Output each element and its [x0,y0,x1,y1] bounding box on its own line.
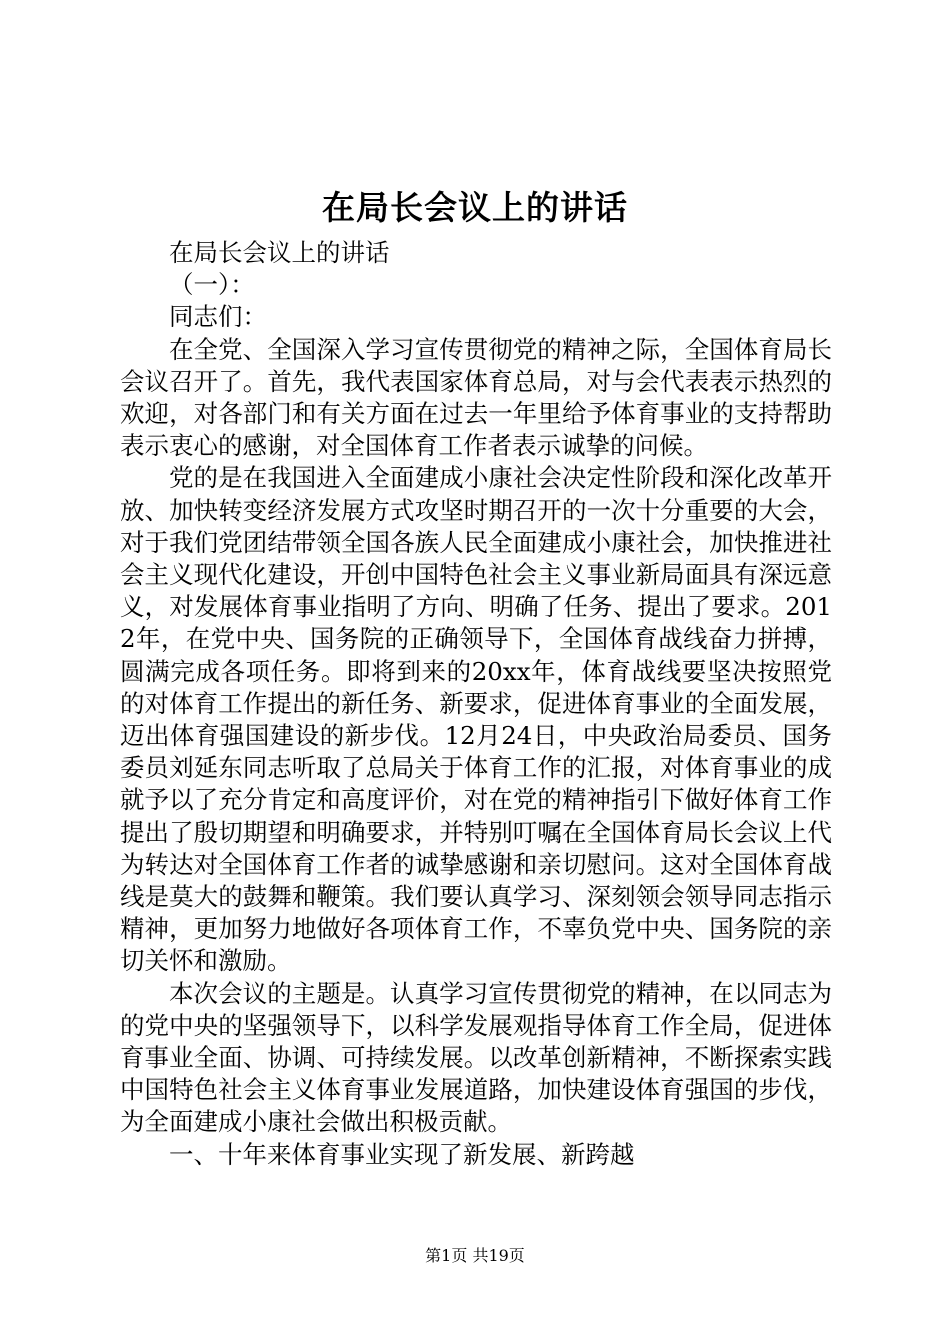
paragraph-background: 党的是在我国进入全面建成小康社会决定性阶段和深化改革开放、加快转变经济发展方式攻坚时期召开的一次十分重要的大会，对于我们党团结带领全国各族人民全面建成小康社会，加快推进社会主义现代化建设，开创中国特色社会主义事业新局面具有深远意义，对发展体育事业指明了方向、明确了任务、提出了要求。2012年，在党中央、国务院的正确领导下，全国体育战线奋力拼搏，圆满完成各项任务。即将到来的20xx年，体育战线要坚决按照党的对体育工作提出的新任务、新要求，促进体育事业的全面发展，迈出体育强国建设的新步伐。12月24日，中央政治局委员、国务委员刘延东同志听取了总局关于体育工作的汇报，对体育事业的成就予以了充分肯定和高度评价，对在党的精神指引下做好体育工作提出了殷切期望和明确要求，并特别叮嘱在全国体育局长会议上代为转达对全国体育工作者的诚挚感谢和亲切慰问。这对全国体育战线是莫大的鼓舞和鞭策。我们要认真学习、深刻领会领导同志指示精神，更加努力地做好各项体育工作，不辜负党中央、国务院的亲切关怀和激励。 [120,463,832,976]
paragraph-section-marker: （一）： [169,270,255,300]
paragraph-subtitle: 在局长会议上的讲话 [169,238,390,267]
page-number-footer: 第1页 共19页 [425,1246,525,1265]
document-body [120,237,832,1171]
paragraph-opening: 在全党、全国深入学习宣传贯彻党的精神之际，全国体育局长会议召开了。首先，我代表国家体育总局，对与会代表表示热烈的欢迎，对各部门和有关方面在过去一年里给予体育事业的支持帮助表示衷心的感谢，对全国体育工作者表示诚挚的问候。 [120,334,832,461]
section-heading: 一、十年来体育事业实现了新发展、新跨越 [169,1139,635,1169]
paragraph-theme: 本次会议的主题是。认真学习宣传贯彻党的精神，在以同志为的党中央的坚强领导下，以科学发展观指导体育工作全局，促进体育事业全面、协调、可持续发展。以改革创新精神，不断探索实践中国特色社会主义体育事业发展道路，加快建设体育强国的步伐，为全面建成小康社会做出积极贡献。 [120,978,832,1137]
paragraph-salutation: 同志们： [169,302,267,332]
document-title: 在局长会议上的讲话 [322,188,628,227]
